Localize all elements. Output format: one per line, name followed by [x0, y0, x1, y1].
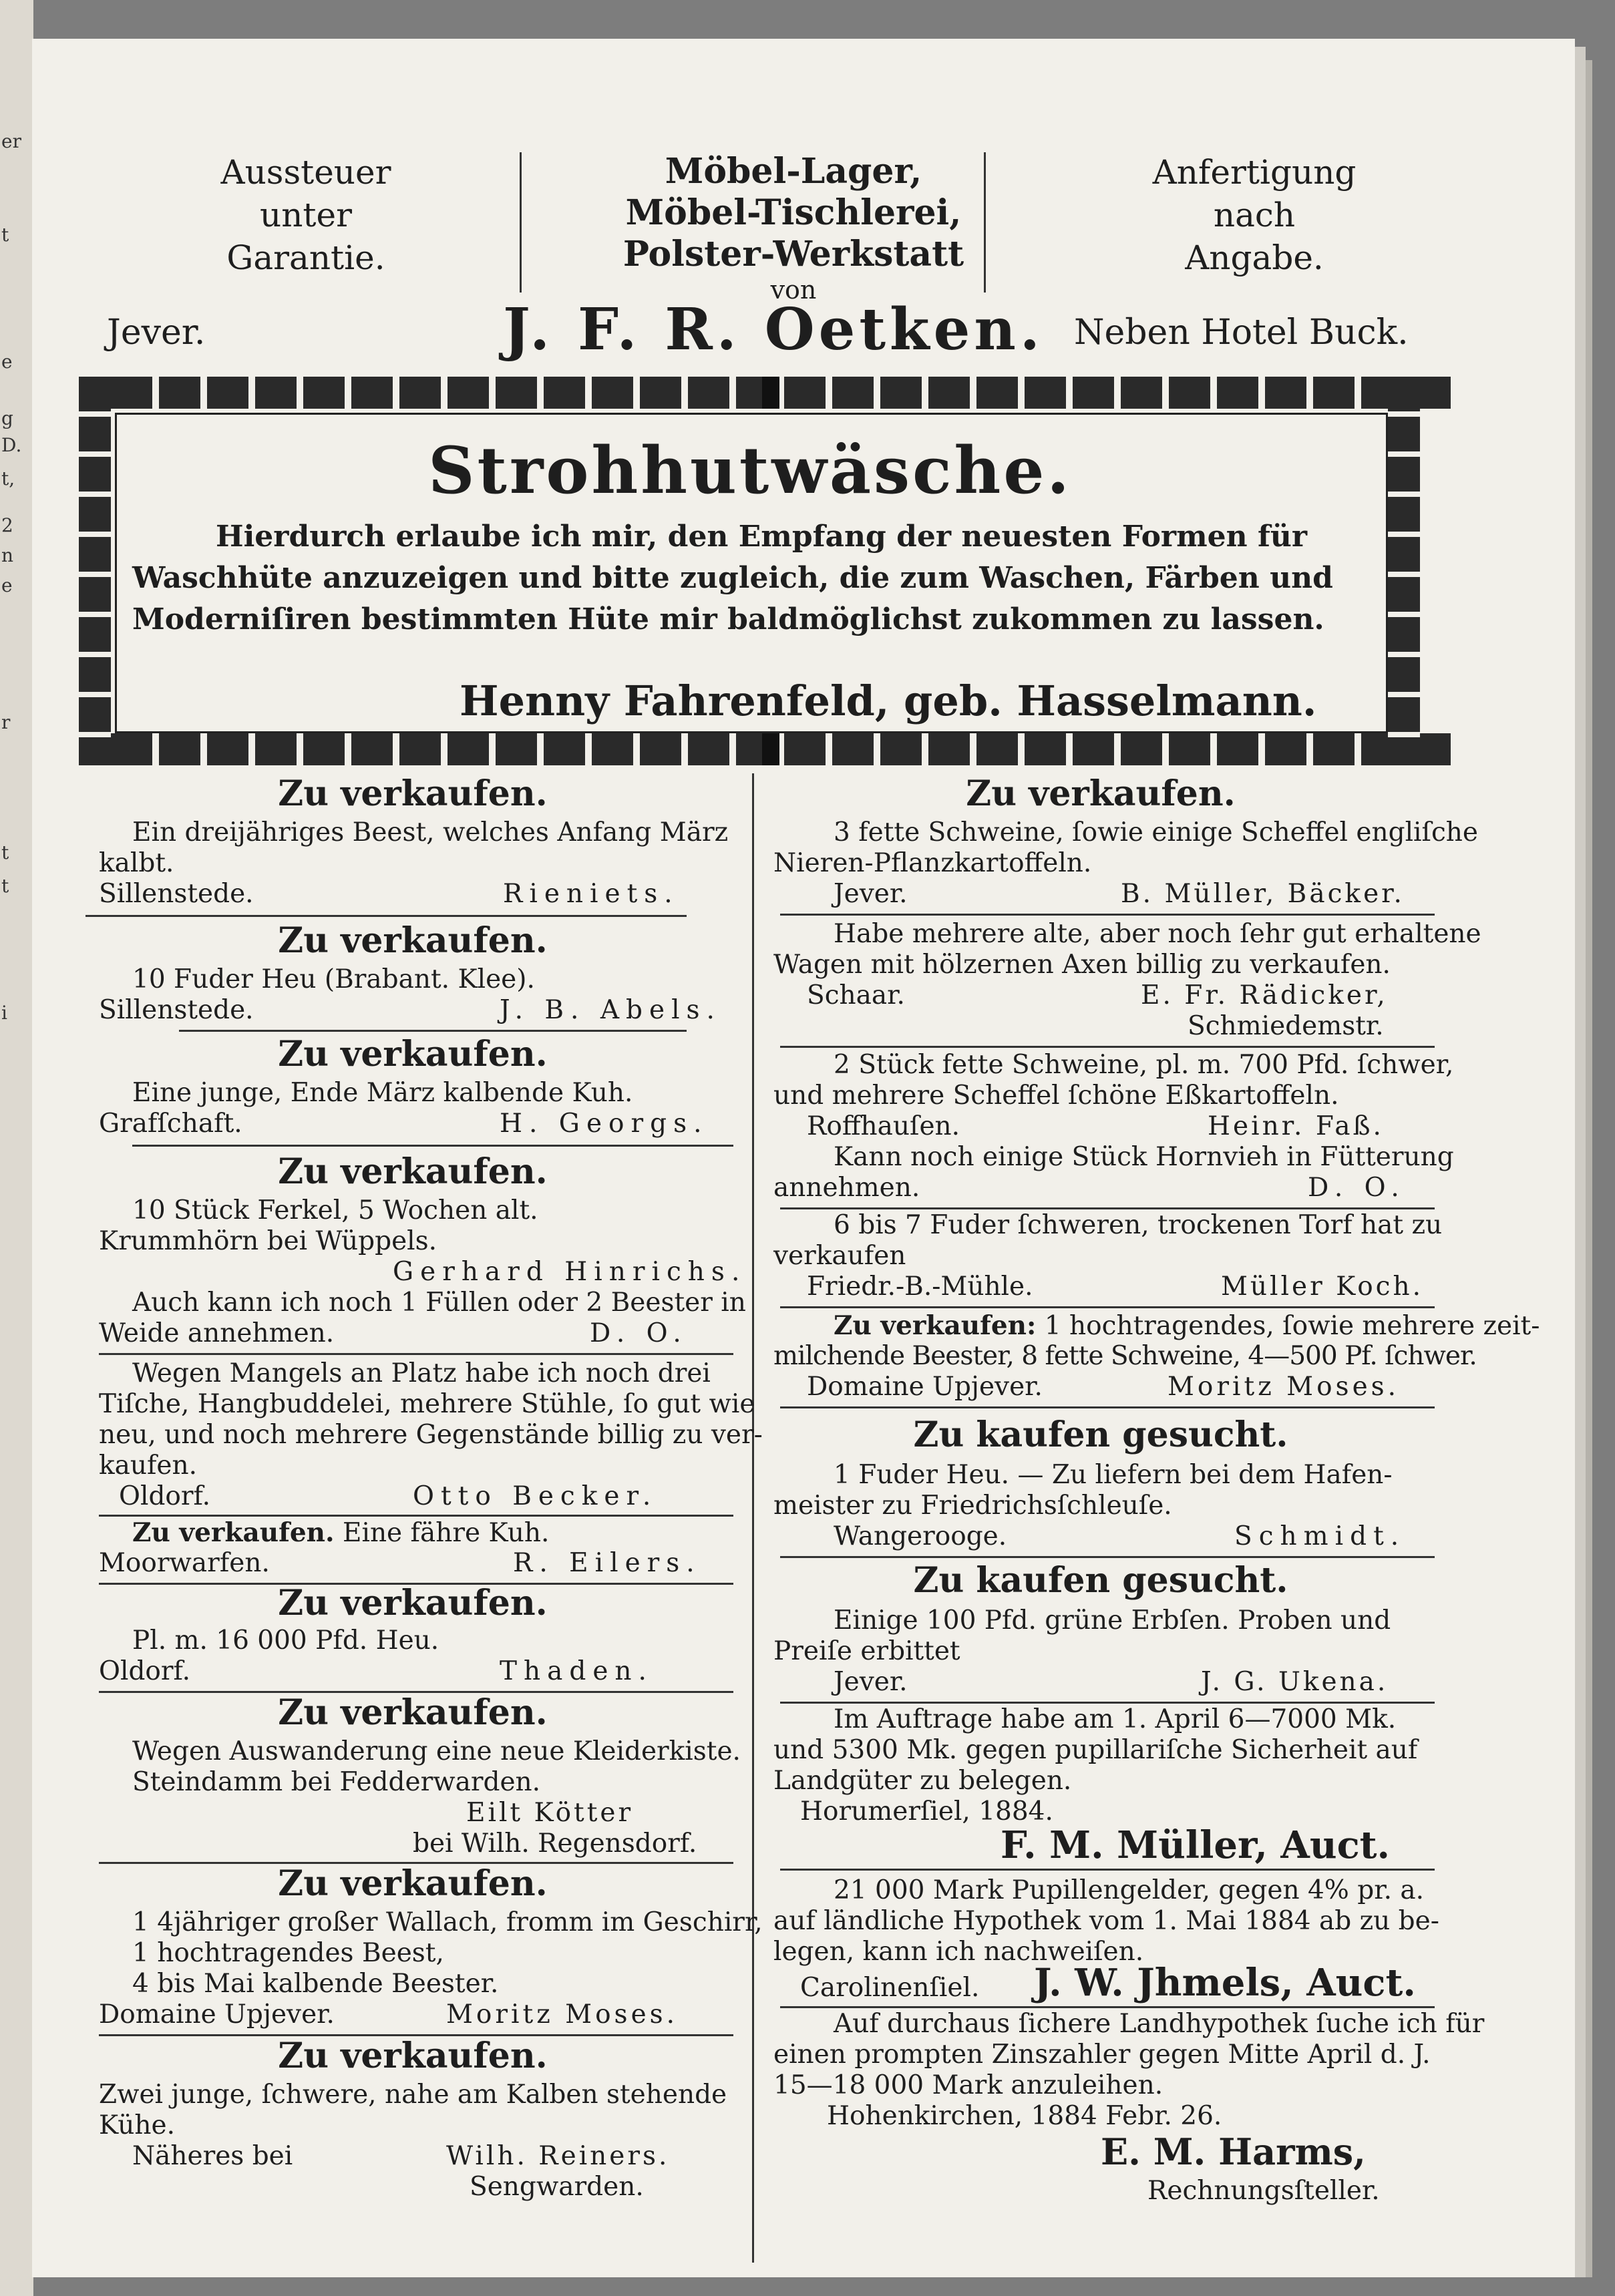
ad-place: Carolinenſiel. — [800, 1973, 980, 2003]
ad-text-line: Wegen Mangels an Platz habe ich noch drei — [132, 1358, 711, 1388]
margin-fragment: er — [1, 130, 21, 152]
ad-advertiser: H. Georgs. — [500, 1109, 709, 1139]
ad-place: Jever. — [834, 879, 908, 909]
border-center-mark — [762, 733, 779, 765]
ad-text-line: Im Auftrage habe am 1. April 6—7000 Mk. — [834, 1704, 1397, 1734]
ad-heading: Zu verkaufen. — [278, 773, 548, 814]
ad-text-line: Steindamm bei Fedderwarden. — [132, 1767, 541, 1797]
header-center-line: Möbel-Lager, — [665, 151, 922, 192]
ad-inline-heading: Zu verkaufen. — [132, 1517, 335, 1548]
ad-signature: E. M. Harms, — [1101, 2130, 1366, 2173]
ad-text-line: Landgüter zu belegen. — [773, 1766, 1072, 1796]
margin-fragment: e — [1, 351, 13, 373]
margin-fragment: e — [1, 574, 13, 596]
ad-rule — [780, 1306, 1435, 1308]
ad-rule — [780, 1556, 1435, 1558]
ad-text-line: 10 Stück Ferkel, 5 Wochen alt. — [132, 1195, 538, 1225]
header-von: von — [770, 275, 817, 305]
ad-advertiser: Moritz Moses. — [1168, 1372, 1400, 1402]
ad-text-line: 1 4jähriger großer Wallach, fromm im Geschirr, — [132, 1907, 763, 1937]
ad-advertiser: E. Fr. Rädicker, — [1141, 980, 1388, 1010]
header-center-line: Möbel-Tischlerei, — [625, 192, 962, 233]
ad-place: Näheres bei — [132, 2141, 293, 2171]
framed-ad-title: Strohhutwäsche. — [428, 433, 1072, 508]
ad-place: Oldorf. — [99, 1656, 190, 1686]
border-center-mark — [762, 377, 779, 409]
ad-text-line: Krummhörn bei Wüppels. — [99, 1226, 437, 1256]
ad-advertiser: R. Eilers. — [513, 1548, 701, 1578]
ad-text-line: legen, kann ich nachweiſen. — [773, 1937, 1144, 1967]
ad-heading: Zu kaufen gesucht. — [913, 1560, 1288, 1601]
ad-text-line: Zwei junge, ſchwere, nahe am Kalben stehende — [99, 2080, 727, 2110]
ad-place: Schaar. — [807, 980, 905, 1010]
header-place-right: Neben Hotel Buck. — [1074, 313, 1409, 353]
ad-advertiser: D. O. — [590, 1318, 688, 1348]
ad-rule — [132, 1145, 733, 1147]
ad-advertiser: J. G. Ukena. — [1201, 1667, 1389, 1697]
newspaper-page — [32, 39, 1575, 2277]
ad-text-line: kaufen. — [99, 1451, 198, 1481]
ad-text-line: Wagen mit hölzernen Axen billig zu verkaufen. — [773, 950, 1391, 980]
ad-text-line: Weide annehmen. — [99, 1318, 335, 1348]
margin-fragment: D. — [1, 434, 22, 456]
left-margin-strip — [0, 0, 33, 2296]
ad-place: Roffhauſen. — [807, 1111, 960, 1141]
ad-rule — [99, 1353, 733, 1355]
ad-rule — [780, 1207, 1435, 1209]
header-place-left: Jever. — [107, 313, 206, 353]
ad-text-inline — [132, 1517, 549, 1548]
header-left-line: unter — [260, 196, 352, 234]
ad-text-line: Ein dreijähriges Beest, welches Anfang März — [132, 817, 729, 847]
ad-advertiser: Schmidt. — [1234, 1521, 1406, 1551]
ad-place: Friedr.-B.-Mühle. — [807, 1272, 1033, 1302]
ad-signature: F. M. Müller, Auct. — [1001, 1823, 1391, 1867]
ad-text-line: 15—18 000 Mark anzuleihen. — [773, 2070, 1163, 2100]
ad-rule — [780, 914, 1435, 916]
page-edge — [1575, 47, 1586, 2277]
header-divider — [984, 152, 986, 293]
ad-text-line: 1 Fuder Heu. — Zu liefern bei dem Hafen- — [834, 1460, 1393, 1490]
ad-text-line: Pl. m. 16 000 Pfd. Heu. — [132, 1625, 439, 1656]
margin-fragment: r — [1, 711, 11, 733]
ad-rule — [99, 1515, 733, 1517]
ad-text-line: 10 Fuder Heu (Brabant. Klee). — [132, 964, 535, 994]
ad-rule — [780, 1406, 1435, 1408]
ornamental-border-bottom — [111, 733, 1455, 765]
ad-text-line: verkaufen — [773, 1241, 906, 1271]
ad-text-line: annehmen. — [773, 1173, 920, 1203]
header-center — [553, 151, 1034, 305]
margin-fragment: i — [1, 1002, 7, 1024]
ornamental-border-right — [1388, 377, 1420, 765]
ad-text-line: Preiſe erbittet — [773, 1636, 960, 1666]
ornamental-border-top — [111, 377, 1455, 409]
ad-text-line: einen prompten Zinszahler gegen Mitte April d. J. — [773, 2040, 1431, 2070]
ad-advertiser: Heinr. Faß. — [1208, 1111, 1384, 1141]
framed-ad-line: Moderniſiren bestimmten Hüte mir baldmöglichst zukommen zu lassen. — [132, 602, 1324, 636]
header-right — [1101, 151, 1408, 279]
header-right-line: Anfertigung — [1152, 153, 1357, 192]
column-divider — [752, 773, 754, 2263]
framed-ad-line: Hierdurch erlaube ich mir, den Empfang der neuesten Formen für — [216, 520, 1308, 554]
ad-advertiser: Sengwarden. — [470, 2172, 644, 2202]
ad-text-line: Tiſche, Hangbuddelei, mehrere Stühle, ſo gut wie — [99, 1389, 755, 1419]
ad-text-line: Hohenkirchen, 1884 Febr. 26. — [827, 2101, 1222, 2131]
ad-heading: Zu verkaufen. — [278, 1863, 548, 1904]
ad-place: Sillenstede. — [99, 995, 254, 1025]
ad-place: Sillenstede. — [99, 879, 254, 909]
margin-fragment: t — [1, 875, 9, 897]
ad-advertiser: bei Wilh. Regensdorf. — [413, 1829, 697, 1859]
ad-signature-title: Rechnungsſteller. — [1147, 2176, 1380, 2206]
page-edge — [1586, 60, 1592, 2277]
ad-text-line: meister zu Friedrichsſchleuſe. — [773, 1491, 1172, 1521]
header-right-line: nach — [1213, 196, 1296, 234]
ad-text-line: neu, und noch mehrere Gegenstände billig zu ver- — [99, 1420, 763, 1450]
ad-text-line: 21 000 Mark Pupillengelder, gegen 4% pr. a. — [834, 1875, 1425, 1905]
ad-text-line: und 5300 Mk. gegen pupillariſche Sicherheit auf — [773, 1735, 1418, 1765]
header-left — [186, 151, 426, 279]
ad-text-line: Eine junge, Ende März kalbende Kuh. — [132, 1078, 633, 1108]
ad-text-line: und mehrere Scheffel ſchöne Eßkartoffeln. — [773, 1081, 1339, 1111]
firm-name: J. F. R. Oetken. — [503, 296, 1044, 363]
ad-rule — [780, 1046, 1435, 1048]
ad-text-line: milchende Beester, 8 fette Schweine, 4—500 Pf. ſchwer. — [773, 1341, 1477, 1371]
ad-text-line: Kühe. — [99, 2110, 175, 2140]
ad-text-line: Auf durchaus ſichere Landhypothek ſuche ich für — [834, 2009, 1485, 2039]
header-right-line: Angabe. — [1185, 238, 1324, 277]
ad-advertiser: Müller Koch. — [1221, 1272, 1424, 1302]
ad-place: Oldorf. — [119, 1481, 210, 1511]
margin-fragment: 2 — [1, 514, 13, 536]
ad-text-line: Horumerſiel, 1884. — [800, 1796, 1053, 1827]
margin-fragment: t — [1, 224, 9, 246]
ad-rule — [780, 1702, 1435, 1704]
ad-text-line: Kann noch einige Stück Hornvieh in Fütterung — [834, 1142, 1454, 1172]
ad-place: Moorwarfen. — [99, 1548, 270, 1578]
framed-ad-signature: Henny Fahrenfeld, geb. Hasselmann. — [460, 677, 1317, 725]
margin-fragment: g — [1, 407, 13, 429]
header-center-line: Polster-Werkstatt — [622, 234, 964, 274]
ad-text-line: 1 hochtragendes Beest, — [132, 1938, 444, 1968]
ad-heading: Zu kaufen gesucht. — [913, 1414, 1288, 1455]
ad-inline-heading: Zu verkaufen: — [834, 1310, 1037, 1341]
ad-advertiser: D. O. — [1308, 1173, 1406, 1203]
ad-heading: Zu verkaufen. — [278, 2036, 548, 2076]
ad-advertiser: J. B. Abels. — [500, 995, 721, 1025]
ad-text-line: kalbt. — [99, 848, 174, 878]
ad-advertiser: Wilh. Reiners. — [446, 2141, 670, 2171]
ad-advertiser: Schmiedemstr. — [1188, 1011, 1384, 1041]
ad-signature: J. W. Jhmels, Auct. — [1034, 1961, 1416, 2005]
ad-place: Jever. — [834, 1667, 908, 1697]
ad-advertiser: Gerhard Hinrichs. — [393, 1257, 747, 1287]
ad-inline-text: 1 hochtragendes, ſowie mehrere zeit- — [1044, 1311, 1540, 1341]
ad-place: Domaine Upjever. — [807, 1372, 1043, 1402]
ad-rule — [179, 1030, 687, 1032]
ad-text-line: 6 bis 7 Fuder ſchweren, trockenen Torf hat zu — [834, 1210, 1443, 1240]
margin-fragment: n — [1, 544, 14, 566]
ad-text-line: 3 fette Schweine, ſowie einige Scheffel engliſche — [834, 817, 1478, 847]
ad-text-line: Auch kann ich noch 1 Füllen oder 2 Beester in — [132, 1288, 746, 1318]
ad-text-line: Habe mehrere alte, aber noch ſehr gut erhaltene — [834, 919, 1481, 949]
ad-place: Grafſchaft. — [99, 1109, 242, 1139]
ad-inline-text: Eine fähre Kuh. — [343, 1518, 550, 1548]
ad-heading: Zu verkaufen. — [278, 1151, 548, 1192]
ad-advertiser: Moritz Moses. — [446, 1999, 679, 2030]
ad-advertiser: Rieniets. — [503, 879, 679, 909]
ad-text-line: Einige 100 Pfd. grüne Erbſen. Proben und — [834, 1605, 1391, 1636]
ad-place: Domaine Upjever. — [99, 1999, 335, 2030]
ad-heading: Zu verkaufen. — [966, 773, 1236, 814]
header-left-line: Aussteuer — [220, 153, 391, 192]
margin-fragment: t, — [1, 467, 15, 490]
ornamental-border-left — [79, 377, 111, 765]
ad-text-line: Nieren-Pflanzkartoffeln. — [773, 848, 1092, 878]
header-left-line: Garantie. — [226, 238, 385, 277]
ad-advertiser: B. Müller, Bäcker. — [1121, 879, 1405, 909]
ad-place: Wangerooge. — [834, 1521, 1007, 1551]
header-divider — [520, 152, 522, 293]
ad-text-line: 2 Stück fette Schweine, pl. m. 700 Pfd. ſchwer, — [834, 1050, 1454, 1080]
ad-text-line: auf ländliche Hypothek vom 1. Mai 1884 ab zu be- — [773, 1906, 1439, 1936]
ad-advertiser: Thaden. — [500, 1656, 653, 1686]
ad-rule — [780, 2006, 1435, 2008]
ad-text-line: 4 bis Mai kalbende Beester. — [132, 1969, 499, 1999]
ad-heading: Zu verkaufen. — [278, 1034, 548, 1075]
ad-text-inline — [834, 1310, 1540, 1341]
ad-advertiser: Eilt Kötter — [466, 1798, 634, 1828]
ad-rule — [85, 915, 687, 917]
ad-advertiser: Otto Becker. — [413, 1481, 658, 1511]
framed-ad-body — [132, 516, 1375, 640]
ad-rule — [780, 1869, 1435, 1871]
margin-fragment: t — [1, 841, 9, 864]
ad-text-line: Wegen Auswanderung eine neue Kleiderkiste. — [132, 1736, 741, 1766]
ad-heading: Zu verkaufen. — [278, 920, 548, 961]
ad-heading: Zu verkaufen. — [278, 1583, 548, 1623]
framed-ad-line: Waschhüte anzuzeigen und bitte zugleich, die zum Waschen, Färben und — [132, 561, 1333, 595]
ad-heading: Zu verkaufen. — [278, 1692, 548, 1733]
